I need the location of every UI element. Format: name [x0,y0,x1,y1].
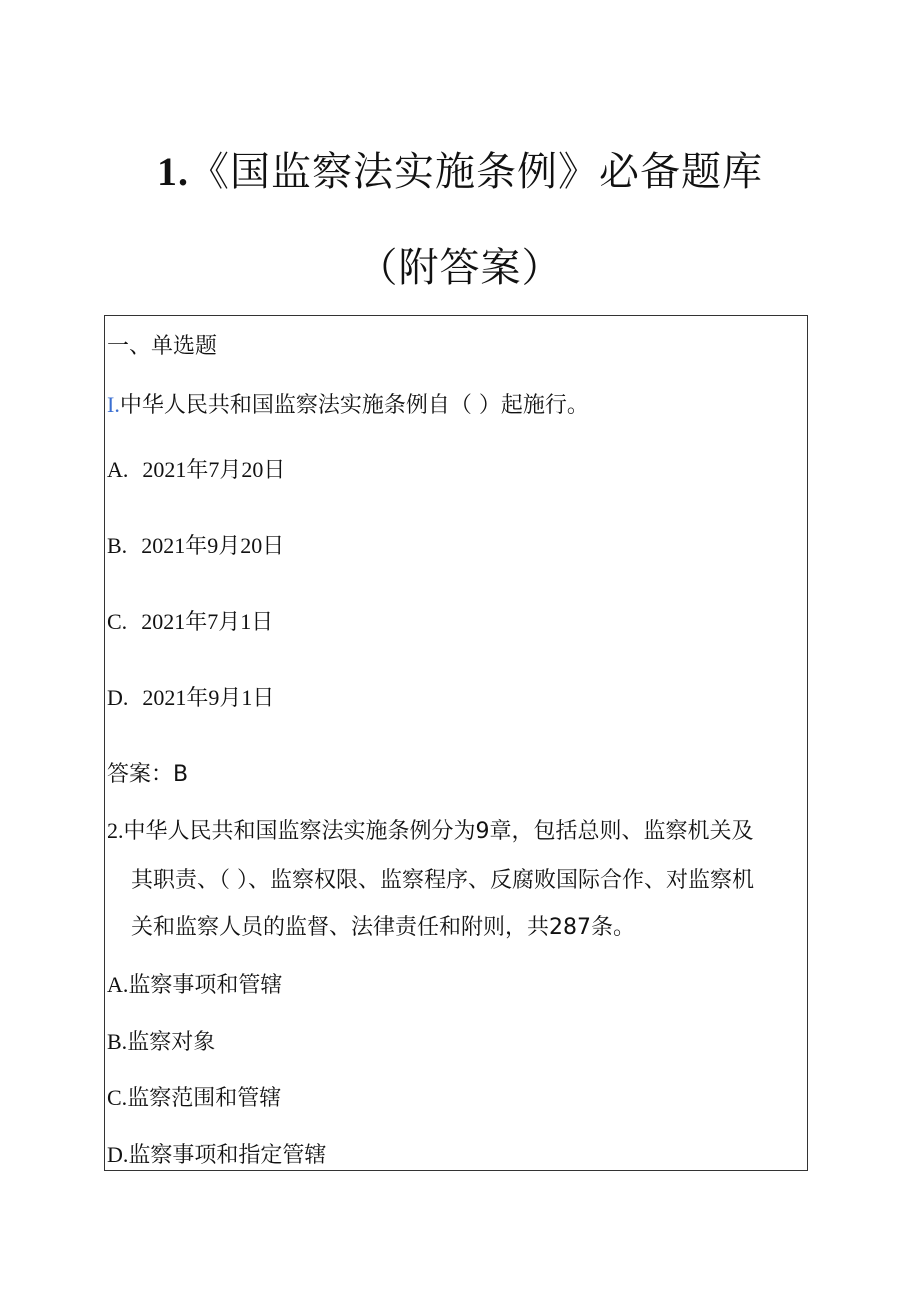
option-text: 监察事项和管辖 [128,973,283,998]
question-2-line-2: 其职责、（ ）、监察权限、监察程序、反腐败国际合作、对监察机 [131,868,754,893]
option-letter: B. [107,1029,128,1054]
question-2-option-c [107,1083,281,1114]
question-1-option-c [107,607,273,638]
question-box [104,315,808,1171]
question-1 [107,390,589,421]
option-letter: D. [107,1142,129,1167]
question-2-number: 2. [107,818,124,843]
page-title-line-2: （附答案） [357,245,563,291]
option-text: 2021年9月1日 [142,685,275,710]
title-number: 1. [157,149,189,194]
question-1-option-b [107,531,284,562]
option-letter: A. [107,972,129,997]
question-1-answer: 答案：B [107,762,189,787]
question-1-text: 中华人民共和国监察法实施条例自（ ）起施行。 [119,393,589,418]
option-letter: C. [107,609,128,634]
question-2-option-a [107,970,282,1001]
question-1-number: I. [107,392,120,417]
option-text: 监察事项和指定管辖 [128,1143,327,1168]
option-letter: B. [107,533,128,558]
title-text: 《国监察法实施条例》必备题库 [189,149,763,195]
question-2-option-b [107,1027,215,1058]
option-text: 2021年9月20日 [141,533,285,558]
page-title-line-1 [0,140,920,197]
option-letter: A. [107,457,129,482]
option-letter: D. [107,685,129,710]
option-text: 2021年7月20日 [142,457,286,482]
question-2-option-d [107,1140,326,1171]
option-text: 监察范围和管辖 [127,1086,282,1111]
option-text: 监察对象 [127,1030,216,1055]
question-2-text: 中华人民共和国监察法实施条例分为9章，包括总则、监察机关及 [123,819,754,844]
question-1-option-a [107,455,285,486]
question-1-option-d [107,683,274,714]
option-text: 2021年7月1日 [141,609,274,634]
question-2-line-1 [107,816,754,847]
question-2-line-3: 关和监察人员的监督、法律责任和附则，共287条。 [131,915,635,940]
option-letter: C. [107,1085,128,1110]
section-heading: 一、单选题 [107,334,218,359]
